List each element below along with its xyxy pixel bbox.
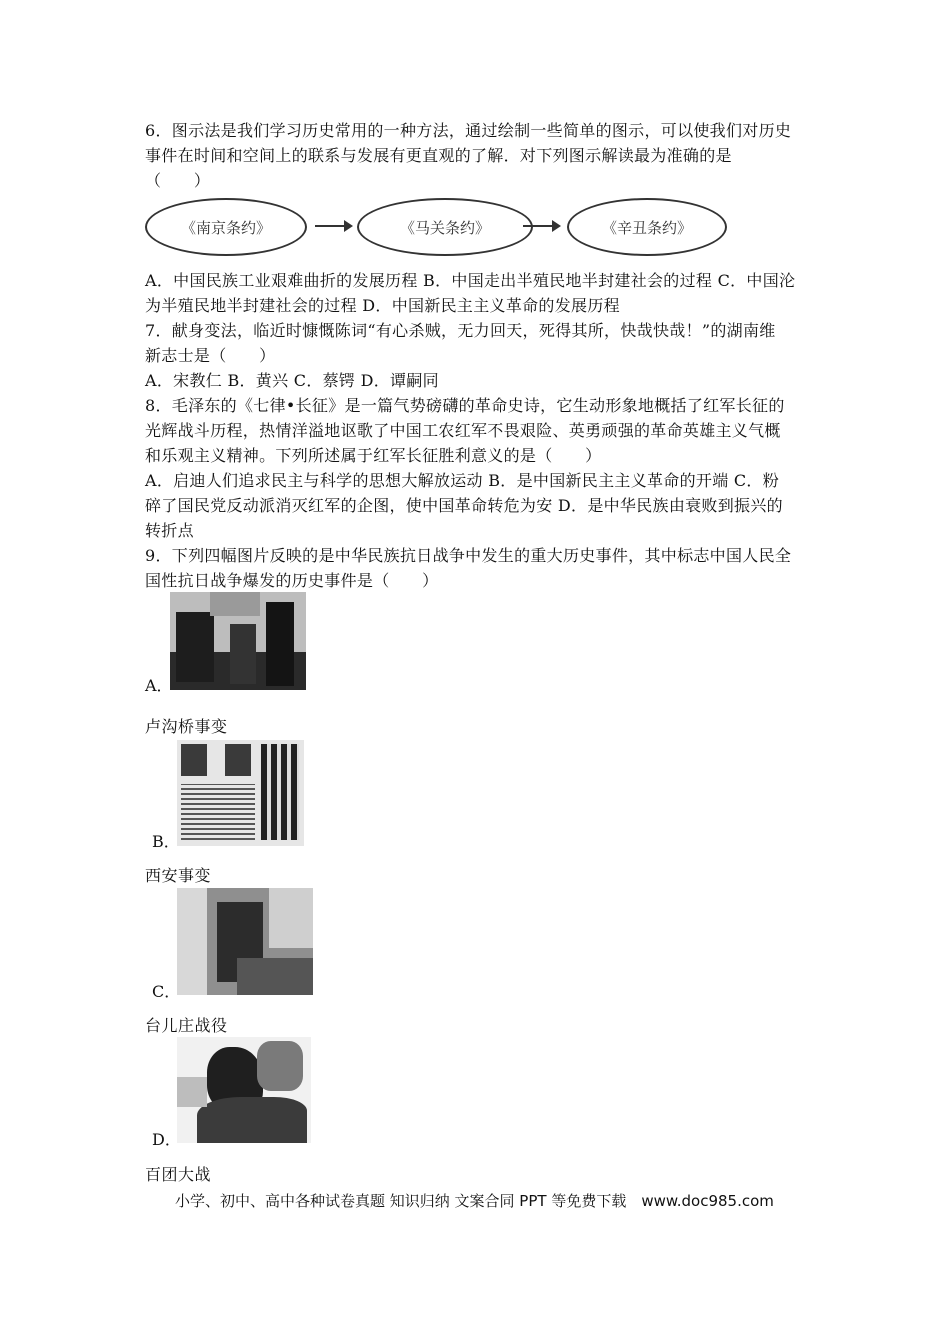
question-7-line-1: 7．献身变法，临近时慷慨陈词“有心杀贼，无力回天，死得其所，快哉快哉！”的湖南维 [145,321,776,340]
option-b-caption: 西安事变 [145,866,212,885]
option-a-letter: A． [145,676,173,695]
question-9 [145,543,810,593]
photo-taierzhuang [177,888,313,995]
question-6-line-3: （ ） [145,171,211,190]
question-7-line-2: 新志士是（ ） [145,346,276,365]
option-b-letter: B． [152,832,180,851]
question-8-options-line-1: A．启迪人们追求民主与科学的思想大解放运动 B．是中国新民主主义革命的开端 C．粉 [145,471,780,490]
question-7-options: A．宋教仁 B．黄兴 C．蔡锷 D．谭嗣同 [145,371,439,390]
question-6-options-line-2: 为半殖民地半封建社会的过程 D．中国新民主主义革命的发展历程 [145,296,620,315]
photo-xian-newspaper [177,740,304,846]
photo-lugou-bridge [170,592,306,690]
question-8-line-3: 和乐观主义精神。下列所述属于红军长征胜利意义的是（ ） [145,446,602,465]
option-c-letter: C． [152,982,181,1001]
treaty-oval-xinchou: 《辛丑条约》 [567,198,727,256]
page-footer: 小学、初中、高中各种试卷真题 知识归纳 文案合同 PPT 等免费下载 www.doc985.com [175,1192,774,1210]
question-6-line-1: 6．图示法是我们学习历史常用的一种方法，通过绘制一些简单的图示，可以使我们对历史 [145,121,792,140]
question-6 [145,118,810,193]
question-8-line-1: 8．毛泽东的《七律•长征》是一篇气势磅礴的革命史诗，它生动形象地概括了红军长征的 [145,396,785,415]
option-c-caption: 台儿庄战役 [145,1016,228,1035]
question-6-options-line-1: A．中国民族工业艰难曲折的发展历程 B．中国走出半殖民地半封建社会的过程 C．中国沦 [145,271,796,290]
treaty-diagram [145,196,735,262]
question-7 [145,318,810,393]
option-d-caption: 百团大战 [145,1165,212,1184]
question-8-line-2: 光辉战斗历程，热情洋溢地讴歌了中国工农红军不畏艰险、英勇顽强的革命英雄主义气概 [145,421,781,440]
arrow-icon [315,225,351,227]
option-d-letter: D． [152,1130,181,1149]
photo-hundred-regiments [177,1037,311,1143]
question-8-options-line-3: 转折点 [145,521,194,540]
question-6-line-2: 事件在时间和空间上的联系与发展有更直观的了解．对下列图示解读最为准确的是 [145,146,732,165]
arrow-icon [523,225,559,227]
option-a-caption: 卢沟桥事变 [145,717,228,736]
question-9-line-1: 9．下列四幅图片反映的是中华民族抗日战争中发生的重大历史事件，其中标志中国人民全 [145,546,792,565]
question-9-line-2: 国性抗日战争爆发的历史事件是（ ） [145,571,439,590]
treaty-oval-maguan: 《马关条约》 [357,198,533,256]
question-8 [145,393,810,543]
treaty-oval-nanjing: 《南京条约》 [145,198,307,256]
question-6-options [145,268,810,318]
question-8-options-line-2: 碎了国民党反动派消灭红军的企图，使中国革命转危为安 D．是中华民族由衰败到振兴的 [145,496,783,515]
